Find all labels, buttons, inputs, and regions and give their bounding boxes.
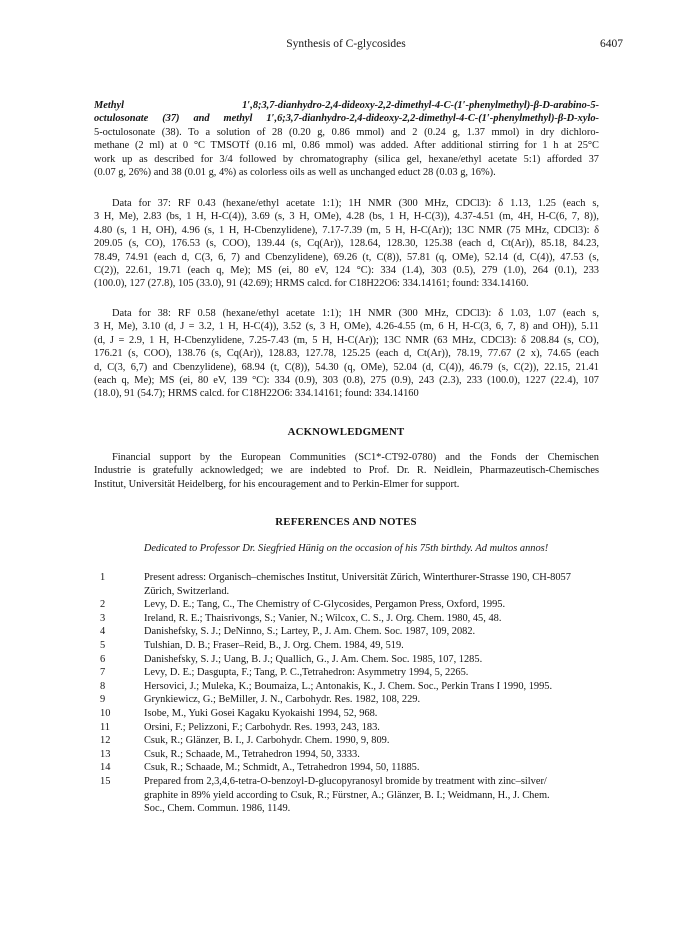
- reference-text: Danishefsky, S. J.; DeNinno, S.; Lartey, P., J. Am. Chem. Soc. 1987, 109, 2082.: [144, 626, 476, 638]
- compound-line: work up as described for 3/4 followed by chromatography (silica gel, hexane/ethyl acetate 5:1) afforded 37: [94, 153, 599, 165]
- reference-item: [94, 571, 604, 598]
- data-38-paragraph: [94, 307, 599, 401]
- reference-text: Present adress: Organisch–chemisches Institut, Universität Zürich, Winterthurer-Strasse 190, CH-8057: [144, 572, 571, 583]
- reference-item: [94, 775, 604, 816]
- reference-number: 10: [100, 707, 111, 719]
- reference-number: 3: [100, 612, 106, 624]
- reference-number: 2: [100, 599, 106, 611]
- reference-number: 4: [100, 626, 106, 638]
- reference-text: Csuk, R.; Schaade, M., Tetrahedron 1994, 50, 3333.: [144, 748, 360, 760]
- data-37-paragraph: [94, 197, 599, 291]
- reference-number: 6: [100, 653, 106, 665]
- reference-text: Prepared from 2,3,4,6-tetra-O-benzoyl-D-glucopyranosyl bromide by treatment with zinc–silver/: [144, 775, 547, 787]
- reference-text: Orsini, F.; Pelizzoni, F.; Carbohydr. Res. 1993, 243, 183.: [144, 721, 380, 733]
- compound-line: Methyl 1′,8;3,7-dianhydro-2,4-dideoxy-2,2-dimethyl-4-C-(1′-phenylmethyl)-β-D-arabino-5-: [94, 100, 599, 111]
- reference-number: 7: [100, 667, 106, 679]
- compound-line: methane (2 ml) at 0 °C TMSOTf (0.16 ml, 0.86 mmol) was added. After additional stirring for 1 h at 25°C: [94, 140, 599, 152]
- reference-number: 11: [100, 721, 111, 733]
- reference-text: Grynkiewicz, G.; BeMiller, J. N., Carbohydr. Res. 1982, 108, 229.: [144, 694, 421, 706]
- reference-item: [94, 721, 604, 735]
- compound-paragraph: [94, 99, 599, 179]
- reference-text: Ireland, R. E.; Thaisrivongs, S.; Vanier, N.; Wilcox, C. S., J. Org. Chem. 1980, 45, 48.: [144, 612, 502, 624]
- reference-list: [94, 571, 604, 816]
- reference-text: Csuk, R.; Schaade, M.; Schmidt, A., Tetrahedron 1994, 50, 11885.: [144, 762, 420, 774]
- data-37-line: 4.80 (s, 1 H, OH), 4.96 (s, 1 H, H-Cbenzylidene), 7.17-7.39 (m, 5 H, H-C(Ar)); 13C NMR (75 MHz, CDCl3): δ: [94, 224, 599, 236]
- data-38-line: (18.0), 91 (54.7); HRMS calcd. for C18H22O6: 334.14161; found: 334.14160: [94, 388, 419, 400]
- data-37-line: C(2)), 22.61, 19.71 (each q, Me); MS (ei, 80 eV, 124 °C): 334 (1.4), 303 (0.5), 279 (1.0), 264 (0.1), 233: [94, 264, 599, 276]
- page-number: 6407: [600, 38, 623, 50]
- reference-text: Danishefsky, S. J.; Uang, B. J.; Quallich, G., J. Am. Chem. Soc. 1985, 107, 1285.: [144, 653, 483, 665]
- reference-item: [94, 612, 604, 626]
- reference-number: 1: [100, 572, 106, 583]
- reference-item: [94, 625, 604, 639]
- data-38-line: 176.21 (s, COO), 138.76 (s, Cq(Ar)), 128.83, 127.78, 125.25 (each d, Ct(Ar)), 78.19, 77.67 (2 x), 74.65 (each: [94, 348, 599, 360]
- data-37-line: (100.0), 127 (27.8), 105 (33.0), 91 (42.69); HRMS calcd. for C18H22O6: 334.14161; found: 334.14160.: [94, 278, 529, 290]
- compound-line: octulosonate (37) and methyl 1′,6;3,7-dianhydro-2,4-dideoxy-2,2-dimethyl-4-C-(1′-phenylmethyl)-β-D-xylo-: [94, 113, 599, 125]
- references-heading: REFERENCES AND NOTES: [275, 516, 417, 528]
- reference-item: [94, 666, 604, 680]
- data-37-line: 78.49, 74.91 (each d, C(3, 6, 7) and Cbenzylidene), 69.26 (t, C(8)), 57.81 (q, OMe), 52.14 (d, C(4)), 47.53 (s,: [94, 251, 599, 263]
- reference-text: Soc., Chem. Commun. 1986, 1149.: [144, 803, 291, 815]
- acknowledgment-line: Financial support by the European Communities (SC1*-CT92-0780) and the Fonds der Chemischen: [112, 452, 599, 463]
- reference-text: Csuk, R.; Glänzer, B. I., J. Carbohydr. Chem. 1990, 9, 809.: [144, 735, 390, 747]
- reference-text: graphite in 89% yield according to Csuk, R.; Fürstner, A.; Glänzer, B. I.; Weidmann, H., J. Chem.: [144, 789, 550, 801]
- data-38-line: (d, J = 2.9, 1 H, H-Cbenzylidene, 7.25-7.43 (m, 5 H, H-C(Ar)); 13C NMR (63 MHz, CDCl3): δ 208.84 (s, CO),: [94, 334, 599, 346]
- reference-number: 14: [100, 762, 111, 774]
- reference-number: 9: [100, 694, 106, 706]
- reference-item: [94, 680, 604, 694]
- data-38-line: 3 H, Me), 3.10 (d, J = 3.2, 1 H, H-C(4)), 3.52 (s, 3 H, OMe), 4.26-4.55 (m, 6 H, H-C(3, 6, 7, 8) and OH)), 5.11: [94, 321, 599, 333]
- reference-text: Isobe, M., Yuki Gosei Kagaku Kyokaishi 1994, 52, 968.: [144, 707, 378, 719]
- acknowledgment-line: Institut, Universität Heidelberg, for his encouragement and to Perkin-Elmer for support.: [94, 478, 460, 490]
- data-37-line: Data for 37: RF 0.43 (hexane/ethyl acetate 1:1); 1H NMR (300 MHz, CDCl3): δ 1.13, 1.25 (each s,: [112, 198, 599, 209]
- reference-number: 8: [100, 680, 106, 692]
- reference-number: 15: [100, 775, 111, 787]
- acknowledgment-line: Industrie is gratefully acknowledged; we are indebted to Prof. Dr. R. Neidlein, Pharmazeutisch-Chemisches: [94, 465, 599, 477]
- reference-item: [94, 653, 604, 667]
- reference-item: [94, 748, 604, 762]
- reference-text: Hersovici, J.; Muleka, K.; Boumaiza, L.; Antonakis, K., J. Chem. Soc., Perkin Trans I 1990, 1995.: [144, 680, 553, 692]
- reference-item: [94, 598, 604, 612]
- data-37-line: 209.05 (s, CO), 176.53 (s, COO), 139.44 (s, Cq(Ar)), 128.64, 128.30, 125.38 (each d, Ct(Ar)), 85.18, 84.23,: [94, 238, 599, 250]
- reference-text: Levy, D. E.; Dasgupta, F.; Tang, P. C.,Tetrahedron: Asymmetry 1994, 5, 2265.: [144, 667, 469, 679]
- compound-line: 5-octulosonate (38). To a solution of 28 (0.20 g, 0.86 mmol) and 2 (0.24 g, 1.37 mmol) in dry dichloro-: [94, 126, 599, 138]
- reference-item: [94, 707, 604, 721]
- reference-item: [94, 761, 604, 775]
- acknowledgment-paragraph: [94, 451, 599, 491]
- running-title: Synthesis of C-glycosides: [286, 38, 406, 50]
- data-38-line: (each q, Me); MS (ei, 80 eV, 139 °C): 334 (0.9), 303 (0.8), 275 (0.9), 243 (2.3), 233 (100.0), 1227 (22.4), 107: [94, 374, 599, 386]
- data-38-line: Data for 38: RF 0.58 (hexane/ethyl acetate 1:1); 1H NMR (300 MHz, CDCl3): δ 1.03, 1.07 (each s,: [112, 308, 599, 319]
- data-37-line: 3 H, Me), 2.83 (bs, 1 H, H-C(4)), 3.69 (s, 3 H, OMe), 4.28 (bs, 1 H, H-C(3)), 4.37-4.51 (m, 4H, H-C(6, 7, 8)),: [94, 211, 599, 223]
- reference-item: [94, 734, 604, 748]
- acknowledgment-heading: ACKNOWLEDGMENT: [287, 426, 405, 438]
- reference-item: [94, 639, 604, 653]
- reference-item: [94, 693, 604, 707]
- reference-text: Zürich, Switzerland.: [144, 585, 230, 597]
- data-38-line: d, C(3, 6,7) and Cbenzylidene), 68.94 (t, C(8)), 54.30 (q, OMe), 52.04 (d, C(4)), 46.79 (s, C(2)), 22.15, 21.41: [94, 361, 599, 373]
- reference-text: Levy, D. E.; Tang, C., The Chemistry of C-Glycosides, Pergamon Press, Oxford, 1995.: [144, 599, 506, 611]
- reference-number: 12: [100, 735, 111, 747]
- reference-number: 13: [100, 748, 111, 760]
- compound-line: (0.07 g, 26%) and 38 (0.01 g, 4%) as colorless oils as well as unchanged educt 28 (0.03 g, 16%).: [94, 166, 496, 178]
- reference-number: 5: [100, 639, 106, 651]
- dedication: Dedicated to Professor Dr. Siegfried Hünig on the occasion of his 75th birthdy. Ad multos annos!: [143, 543, 549, 554]
- reference-text: Tulshian, D. B.; Fraser–Reid, B., J. Org. Chem. 1984, 49, 519.: [144, 639, 404, 651]
